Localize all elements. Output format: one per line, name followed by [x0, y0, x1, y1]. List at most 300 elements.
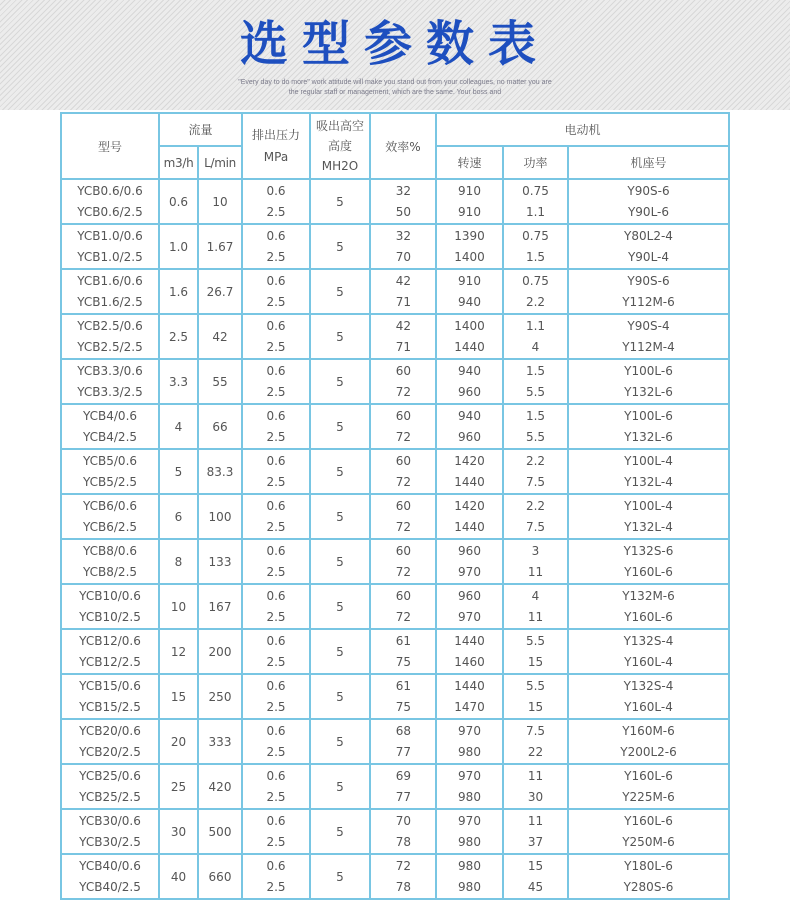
suction-unit: MH2O	[321, 159, 359, 173]
flow-lmin-cell: 1.67	[198, 224, 242, 269]
model-cell	[61, 809, 159, 854]
power-cell-value: 11	[527, 609, 544, 624]
efficiency-cell-value: 60	[395, 453, 411, 468]
frame-cell-value: Y90L-6	[627, 204, 670, 219]
speed-cell	[436, 179, 503, 224]
frame-cell-value: Y225M-6	[622, 789, 675, 804]
efficiency-cell	[370, 764, 436, 809]
power-cell-value: 0.75	[522, 183, 549, 198]
header-suction	[310, 113, 370, 179]
model-cell-value: YCB5/0.6	[82, 453, 138, 468]
header-speed: 转速	[436, 146, 503, 179]
model-cell-value: YCB8/2.5	[82, 564, 138, 579]
frame-cell-value: Y200L2-6	[620, 744, 677, 759]
table-row	[61, 494, 729, 539]
efficiency-cell-value: 60	[395, 498, 411, 513]
flow-lmin-cell: 26.7	[198, 269, 242, 314]
frame-cell	[568, 494, 729, 539]
model-cell-value: YCB12/0.6	[79, 633, 141, 648]
suction-cell: 5	[310, 269, 370, 314]
table-row	[61, 449, 729, 494]
frame-cell-value: Y132L-4	[624, 519, 673, 534]
efficiency-cell-value: 42	[395, 273, 411, 288]
speed-cell-value: 940	[458, 408, 481, 423]
subtitle-line: the regular staff or management, which are the same. Your boss and	[288, 89, 502, 96]
efficiency-cell	[370, 404, 436, 449]
efficiency-cell	[370, 809, 436, 854]
pressure-cell-value: 0.6	[266, 408, 286, 423]
speed-cell	[436, 719, 503, 764]
pressure-unit: MPa	[263, 150, 289, 164]
frame-cell-value: Y132L-6	[624, 384, 673, 399]
power-cell	[503, 719, 568, 764]
suction-cell: 5	[310, 314, 370, 359]
efficiency-cell-value: 77	[395, 789, 411, 804]
power-cell	[503, 269, 568, 314]
speed-cell-value: 1470	[454, 699, 485, 714]
power-cell	[503, 629, 568, 674]
speed-cell-value: 970	[458, 768, 481, 783]
efficiency-cell-value: 72	[395, 609, 411, 624]
header-pressure	[242, 113, 310, 179]
model-cell	[61, 224, 159, 269]
efficiency-cell-value: 77	[395, 744, 411, 759]
flow-m3h-cell: 20	[159, 719, 198, 764]
speed-cell-value: 960	[458, 543, 481, 558]
pressure-cell	[242, 179, 310, 224]
speed-cell	[436, 494, 503, 539]
frame-cell	[568, 359, 729, 404]
efficiency-cell-value: 72	[395, 564, 411, 579]
efficiency-cell-value: 60	[395, 588, 411, 603]
power-cell-value: 5.5	[525, 633, 546, 648]
frame-cell	[568, 854, 729, 899]
suction-cell: 5	[310, 494, 370, 539]
pressure-label: 排出压力	[251, 128, 300, 142]
frame-cell	[568, 314, 729, 359]
speed-cell	[436, 269, 503, 314]
model-cell-value: YCB10/2.5	[79, 609, 141, 624]
header-frame: 机座号	[568, 146, 729, 179]
efficiency-cell-value: 75	[395, 654, 411, 669]
model-cell-value: YCB20/2.5	[79, 744, 141, 759]
flow-m3h-cell: 8	[159, 539, 198, 584]
power-cell-value: 22	[527, 744, 544, 759]
model-cell-value: YCB30/2.5	[79, 834, 141, 849]
frame-cell-value: Y90S-6	[627, 183, 670, 198]
model-cell-value: YCB0.6/0.6	[77, 183, 143, 198]
model-cell	[61, 269, 159, 314]
pressure-cell	[242, 359, 310, 404]
efficiency-cell	[370, 854, 436, 899]
pressure-cell-value: 2.5	[266, 519, 286, 534]
model-cell-value: YCB20/0.6	[79, 723, 141, 738]
model-cell-value: YCB40/2.5	[79, 879, 141, 894]
flow-m3h-cell: 10	[159, 584, 198, 629]
table-row	[61, 719, 729, 764]
power-cell-value: 5.5	[525, 678, 546, 693]
flow-m3h-cell: 1.0	[159, 224, 198, 269]
pressure-cell	[242, 314, 310, 359]
model-cell	[61, 584, 159, 629]
frame-cell-value: Y80L2-4	[624, 228, 673, 243]
efficiency-cell-value: 68	[395, 723, 411, 738]
pressure-cell	[242, 584, 310, 629]
efficiency-cell-value: 69	[395, 768, 411, 783]
subtitle-line: "Every day to do more" work attitude will make you stand out from your colleagues, no matter you are	[238, 79, 552, 86]
suction-cell: 5	[310, 629, 370, 674]
frame-cell-value: Y160L-6	[624, 813, 673, 828]
banner-subtitle	[145, 78, 645, 98]
pressure-cell-value: 0.6	[266, 588, 286, 603]
efficiency-cell-value: 72	[395, 519, 411, 534]
flow-m3h-cell: 2.5	[159, 314, 198, 359]
power-cell-value: 4	[531, 339, 540, 354]
power-cell-value: 1.5	[525, 363, 546, 378]
frame-cell-value: Y250M-6	[622, 834, 675, 849]
efficiency-cell-value: 50	[395, 204, 411, 219]
flow-lmin-cell: 420	[198, 764, 242, 809]
model-cell-value: YCB0.6/2.5	[77, 204, 143, 219]
speed-cell-value: 1420	[454, 453, 485, 468]
flow-lmin-cell: 100	[198, 494, 242, 539]
table-row	[61, 314, 729, 359]
flow-lmin-cell: 55	[198, 359, 242, 404]
pressure-cell-value: 2.5	[266, 789, 286, 804]
pressure-cell	[242, 224, 310, 269]
speed-cell	[436, 764, 503, 809]
table-row	[61, 629, 729, 674]
efficiency-cell	[370, 269, 436, 314]
table-row	[61, 584, 729, 629]
table-row	[61, 809, 729, 854]
model-cell-value: YCB12/2.5	[79, 654, 141, 669]
table-row	[61, 539, 729, 584]
pressure-cell-value: 2.5	[266, 564, 286, 579]
pressure-cell-value: 0.6	[266, 273, 286, 288]
selection-parameter-table	[60, 112, 730, 900]
suction-cell: 5	[310, 539, 370, 584]
speed-cell-value: 910	[458, 183, 481, 198]
suction-cell: 5	[310, 854, 370, 899]
flow-m3h-cell: 0.6	[159, 179, 198, 224]
model-cell-value: YCB8/0.6	[82, 543, 138, 558]
model-cell	[61, 359, 159, 404]
frame-cell	[568, 449, 729, 494]
efficiency-cell	[370, 224, 436, 269]
efficiency-cell-value: 60	[395, 543, 411, 558]
speed-cell	[436, 539, 503, 584]
speed-cell	[436, 809, 503, 854]
power-cell	[503, 224, 568, 269]
efficiency-cell	[370, 584, 436, 629]
speed-cell-value: 960	[458, 588, 481, 603]
model-cell-value: YCB1.6/2.5	[77, 294, 143, 309]
model-cell-value: YCB40/0.6	[79, 858, 141, 873]
pressure-cell-value: 0.6	[266, 453, 286, 468]
efficiency-cell-value: 32	[395, 228, 411, 243]
efficiency-cell-value: 71	[395, 294, 411, 309]
power-cell-value: 0.75	[522, 273, 549, 288]
frame-cell-value: Y132S-6	[623, 543, 674, 558]
flow-lmin-cell: 42	[198, 314, 242, 359]
power-cell	[503, 539, 568, 584]
model-cell-value: YCB2.5/2.5	[77, 339, 143, 354]
model-cell-value: YCB4/0.6	[82, 408, 138, 423]
power-cell-value: 11	[527, 768, 544, 783]
suction-cell: 5	[310, 179, 370, 224]
flow-lmin-cell: 333	[198, 719, 242, 764]
efficiency-cell-value: 60	[395, 408, 411, 423]
power-cell-value: 1.5	[525, 249, 546, 264]
header-flow-m3h: m3/h	[159, 146, 198, 179]
power-cell	[503, 404, 568, 449]
pressure-cell-value: 0.6	[266, 363, 286, 378]
pressure-cell-value: 2.5	[266, 834, 286, 849]
header-model: 型号	[61, 113, 159, 179]
efficiency-cell-value: 42	[395, 318, 411, 333]
power-cell	[503, 314, 568, 359]
frame-cell	[568, 224, 729, 269]
pressure-cell-value: 2.5	[266, 204, 286, 219]
table-row	[61, 404, 729, 449]
efficiency-cell	[370, 629, 436, 674]
power-cell-value: 15	[527, 858, 544, 873]
flow-m3h-cell: 5	[159, 449, 198, 494]
pressure-cell-value: 2.5	[266, 429, 286, 444]
suction-cell: 5	[310, 449, 370, 494]
speed-cell	[436, 854, 503, 899]
header-flow: 流量	[159, 113, 242, 146]
frame-cell	[568, 764, 729, 809]
speed-cell	[436, 584, 503, 629]
model-cell	[61, 314, 159, 359]
pressure-cell-value: 2.5	[266, 879, 286, 894]
frame-cell-value: Y132S-4	[623, 633, 674, 648]
frame-cell-value: Y132S-4	[623, 678, 674, 693]
suction-label-2: 高度	[327, 139, 352, 153]
power-cell-value: 15	[527, 654, 544, 669]
power-cell	[503, 764, 568, 809]
header-flow-lmin: L/min	[198, 146, 242, 179]
suction-cell: 5	[310, 404, 370, 449]
frame-cell	[568, 809, 729, 854]
power-cell	[503, 809, 568, 854]
power-cell-value: 1.5	[525, 408, 546, 423]
model-cell	[61, 764, 159, 809]
pressure-cell	[242, 809, 310, 854]
efficiency-cell-value: 72	[395, 474, 411, 489]
frame-cell	[568, 404, 729, 449]
speed-cell-value: 1440	[454, 339, 485, 354]
frame-cell	[568, 674, 729, 719]
flow-m3h-cell: 6	[159, 494, 198, 539]
speed-cell-value: 980	[458, 834, 481, 849]
pressure-cell-value: 2.5	[266, 384, 286, 399]
efficiency-cell	[370, 314, 436, 359]
model-cell-value: YCB25/0.6	[79, 768, 141, 783]
pressure-cell-value: 2.5	[266, 699, 286, 714]
pressure-cell-value: 0.6	[266, 318, 286, 333]
speed-cell-value: 1440	[454, 474, 485, 489]
efficiency-cell-value: 72	[395, 384, 411, 399]
flow-lmin-cell: 66	[198, 404, 242, 449]
model-cell-value: YCB10/0.6	[79, 588, 141, 603]
power-cell-value: 11	[527, 564, 544, 579]
flow-lmin-cell: 133	[198, 539, 242, 584]
model-cell	[61, 494, 159, 539]
power-cell-value: 1.1	[525, 204, 546, 219]
flow-lmin-cell: 83.3	[198, 449, 242, 494]
flow-lmin-cell: 200	[198, 629, 242, 674]
flow-lmin-cell: 250	[198, 674, 242, 719]
power-cell-value: 3	[531, 543, 540, 558]
efficiency-cell-value: 71	[395, 339, 411, 354]
power-cell-value: 11	[527, 813, 544, 828]
model-cell	[61, 449, 159, 494]
speed-cell-value: 970	[458, 609, 481, 624]
pressure-cell	[242, 719, 310, 764]
efficiency-cell-value: 78	[395, 834, 411, 849]
frame-cell-value: Y160L-4	[624, 699, 673, 714]
banner	[0, 0, 790, 110]
frame-cell-value: Y132M-6	[622, 588, 675, 603]
power-cell	[503, 854, 568, 899]
speed-cell-value: 960	[458, 429, 481, 444]
power-cell-value: 7.5	[525, 474, 546, 489]
table-row	[61, 854, 729, 899]
frame-cell-value: Y160M-6	[622, 723, 675, 738]
pressure-cell-value: 2.5	[266, 339, 286, 354]
frame-cell-value: Y160L-6	[624, 609, 673, 624]
flow-m3h-cell: 25	[159, 764, 198, 809]
pressure-cell	[242, 629, 310, 674]
speed-cell-value: 980	[458, 879, 481, 894]
speed-cell-value: 980	[458, 858, 481, 873]
flow-m3h-cell: 40	[159, 854, 198, 899]
frame-cell-value: Y100L-4	[624, 453, 673, 468]
pressure-cell-value: 2.5	[266, 654, 286, 669]
flow-m3h-cell: 15	[159, 674, 198, 719]
pressure-cell-value: 2.5	[266, 249, 286, 264]
pressure-cell	[242, 854, 310, 899]
efficiency-cell-value: 61	[395, 678, 411, 693]
flow-lmin-cell: 500	[198, 809, 242, 854]
speed-cell	[436, 224, 503, 269]
power-cell-value: 2.2	[525, 498, 546, 513]
table-row	[61, 359, 729, 404]
suction-cell: 5	[310, 224, 370, 269]
frame-cell-value: Y280S-6	[623, 879, 674, 894]
pressure-cell-value: 2.5	[266, 294, 286, 309]
flow-lmin-cell: 660	[198, 854, 242, 899]
efficiency-cell-value: 32	[395, 183, 411, 198]
speed-cell-value: 1420	[454, 498, 485, 513]
speed-cell	[436, 404, 503, 449]
flow-lmin-cell: 167	[198, 584, 242, 629]
efficiency-cell-value: 60	[395, 363, 411, 378]
frame-cell-value: Y112M-6	[622, 294, 675, 309]
speed-cell-value: 1460	[454, 654, 485, 669]
speed-cell-value: 910	[458, 273, 481, 288]
pressure-cell-value: 0.6	[266, 633, 286, 648]
model-cell-value: YCB6/0.6	[82, 498, 138, 513]
speed-cell-value: 1440	[454, 519, 485, 534]
model-cell-value: YCB1.6/0.6	[77, 273, 143, 288]
header-motor: 电动机	[436, 113, 729, 146]
model-cell-value: YCB6/2.5	[82, 519, 138, 534]
efficiency-cell	[370, 179, 436, 224]
pressure-cell-value: 2.5	[266, 609, 286, 624]
pressure-cell	[242, 674, 310, 719]
model-cell	[61, 629, 159, 674]
pressure-cell	[242, 764, 310, 809]
frame-cell	[568, 539, 729, 584]
efficiency-cell	[370, 539, 436, 584]
frame-cell-value: Y160L-6	[624, 564, 673, 579]
pressure-cell-value: 0.6	[266, 678, 286, 693]
frame-cell-value: Y90S-6	[627, 273, 670, 288]
flow-m3h-cell: 30	[159, 809, 198, 854]
speed-cell-value: 1390	[454, 228, 485, 243]
pressure-cell	[242, 449, 310, 494]
power-cell-value: 7.5	[525, 519, 546, 534]
table-row	[61, 674, 729, 719]
frame-cell-value: Y90L-4	[627, 249, 670, 264]
table-row	[61, 224, 729, 269]
efficiency-cell	[370, 359, 436, 404]
speed-cell-value: 910	[458, 204, 481, 219]
speed-cell-value: 1400	[454, 318, 485, 333]
model-cell	[61, 854, 159, 899]
table-row	[61, 269, 729, 314]
speed-cell	[436, 629, 503, 674]
power-cell	[503, 674, 568, 719]
pressure-cell-value: 0.6	[266, 768, 286, 783]
pressure-cell-value: 0.6	[266, 498, 286, 513]
model-cell-value: YCB3.3/0.6	[77, 363, 143, 378]
power-cell	[503, 179, 568, 224]
flow-lmin-cell: 10	[198, 179, 242, 224]
power-cell-value: 15	[527, 699, 544, 714]
model-cell-value: YCB4/2.5	[82, 429, 138, 444]
suction-cell: 5	[310, 674, 370, 719]
frame-cell-value: Y112M-4	[622, 339, 675, 354]
speed-cell-value: 1440	[454, 633, 485, 648]
model-cell-value: YCB1.0/2.5	[77, 249, 143, 264]
model-cell-value: YCB1.0/0.6	[77, 228, 143, 243]
speed-cell-value: 1400	[454, 249, 485, 264]
speed-cell	[436, 359, 503, 404]
power-cell	[503, 449, 568, 494]
pressure-cell	[242, 404, 310, 449]
efficiency-cell-value: 72	[395, 429, 411, 444]
pressure-cell-value: 0.6	[266, 723, 286, 738]
efficiency-cell-value: 75	[395, 699, 411, 714]
flow-m3h-cell: 3.3	[159, 359, 198, 404]
efficiency-cell-value: 70	[395, 813, 411, 828]
model-cell	[61, 719, 159, 764]
frame-cell-value: Y180L-6	[624, 858, 673, 873]
pressure-cell	[242, 494, 310, 539]
suction-cell: 5	[310, 764, 370, 809]
flow-m3h-cell: 4	[159, 404, 198, 449]
frame-cell	[568, 719, 729, 764]
efficiency-cell	[370, 674, 436, 719]
model-cell	[61, 404, 159, 449]
pressure-cell-value: 0.6	[266, 543, 286, 558]
speed-cell-value: 940	[458, 294, 481, 309]
